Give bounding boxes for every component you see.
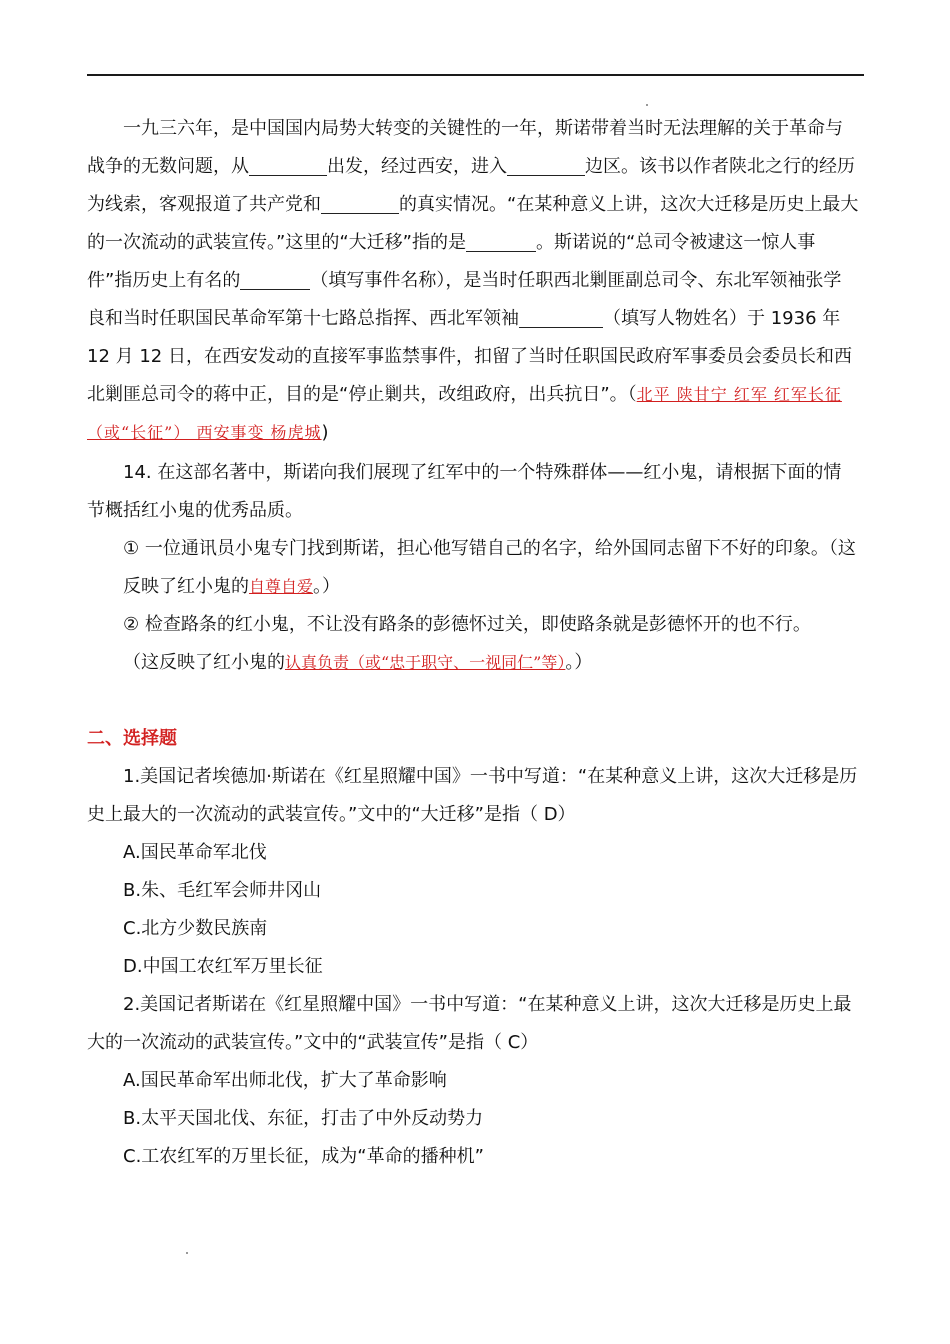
mcq-2-option-c: C.工农红军的万里长征，成为“革命的播种机” [123,1146,484,1167]
header-rule [87,74,864,76]
passage-text: ) [321,422,329,443]
question-14-stem: 14. 在这部名著中，斯诺向我们展现了红军中的一个特殊群体——红小鬼，请根据下面的情节概括红小鬼的优秀品质。 [87,462,842,521]
scan-speck [646,104,648,106]
passage-paragraph [87,110,859,452]
answer-text: 自尊自爱 [249,577,314,596]
answer-text: 认真负责（或“忠于职守、一视同仁”等） [285,653,566,672]
passage-text: 边区。该书以作者陕北之行的经历为线索，客观报道了共产党和 [87,156,855,215]
passage-text: 出发，经过西安，进入 [327,156,507,177]
item-text: ① 一位通讯员小鬼专门找到斯诺，担心他写错自己的名字，给外国同志留下不好的印象。（这反映了红小鬼的 [123,538,856,597]
fill-blank [466,229,536,252]
passage-text: 的真实情况。“在某种意义上讲，这次大迁移是历史上最大的一次流动的武装宣传。”这里的“大迁移”指的是 [87,194,859,253]
scan-speck [186,1252,188,1254]
mcq-1-option-c: C.北方少数民族南 [123,918,268,939]
passage-text: 。斯诺说的“总司令被逮这一惊人事件”指历史上有名的 [87,232,816,291]
item-text: 。） [565,652,593,673]
fill-blank [321,191,399,214]
passage-text: （填写事件名称），是当时任职西北剿匪副总司令、东北军领袖张学良和当时任职国民革命军第十七路总指挥、西北军领袖 [87,270,842,329]
item-text: ② 检查路条的红小鬼，不让没有路条的彭德怀过关，即使路条就是彭德怀开的也不行。 [123,614,811,635]
passage-text: （填写人物姓名）于 1936 年 12 月 12 日，在西安发动的直接军事监禁事件，扣留了当时任职国民政府军事委员会委员长和西北剿匪总司令的蒋中正，目的是“停止剿共，改组政府，出兵抗日”。（ [87,308,852,405]
mcq-2-option-a: A.国民革命军出师北伐，扩大了革命影响 [123,1070,447,1091]
document-body [87,110,859,1176]
mcq-2-option-b: B.太平天国北伐、东征，打击了中外反动势力 [123,1108,484,1129]
mcq-1-option-b: B.朱、毛红军会师井冈山 [123,880,322,901]
item-text: （这反映了红小鬼的 [123,652,285,673]
fill-blank [519,305,603,328]
answer-text: 北平 陕甘宁 红军 红军长征（或“长征”） 西安事变 杨虎城 [87,385,842,442]
question-14-item-2 [87,606,859,682]
mcq-1-option-d: D.中国工农红军万里长征 [123,956,323,977]
fill-blank [249,153,327,176]
fill-blank [507,153,585,176]
mcq-2-stem: 2.美国记者斯诺在《红星照耀中国》一书中写道：“在某种意义上讲，这次大迁移是历史上最大的一次流动的武装宣传。”文中的“武装宣传”是指（ C） [87,994,852,1053]
mcq-1-stem: 1.美国记者埃德加·斯诺在《红星照耀中国》一书中写道：“在某种意义上讲，这次大迁移是历史上最大的一次流动的武装宣传。”文中的“大迁移”是指（ D） [87,766,858,825]
question-14-item-1 [87,530,859,606]
passage-text: 一九三六年，是中国国内局势大转变的关键性的一年，斯诺带着当时无法理解的关于革命与战争的无数问题，从 [87,118,843,177]
mcq-1-option-a: A.国民革命军北伐 [123,842,267,863]
fill-blank [240,267,310,290]
item-text: 。） [313,576,341,597]
section-title: 二、选择题 [87,728,177,749]
